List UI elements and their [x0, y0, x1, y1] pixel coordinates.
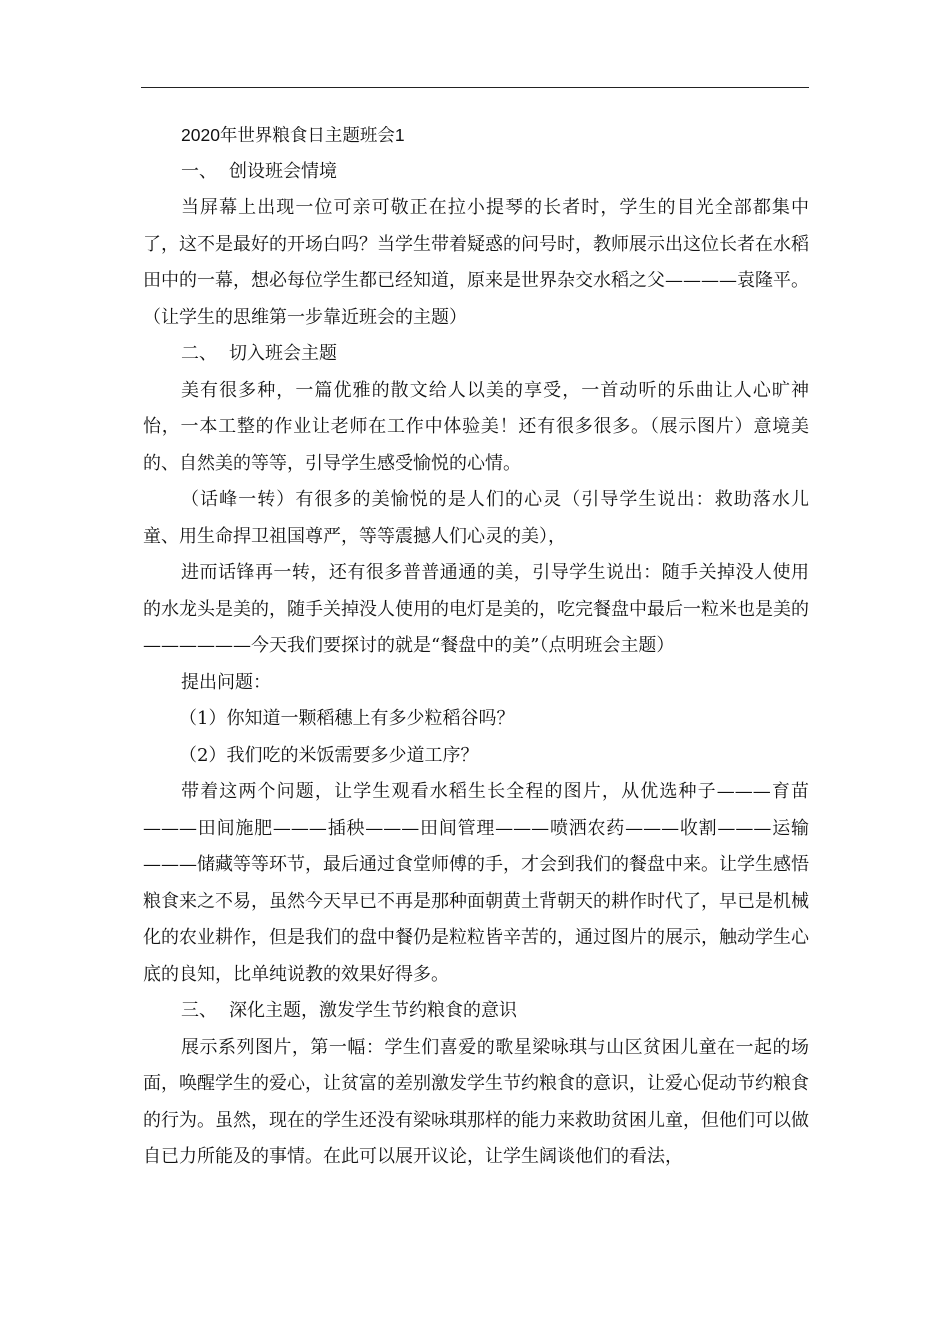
- section-title: 深化主题，激发学生节约粮食的意识: [229, 1000, 517, 1021]
- section-number: 一、: [181, 160, 217, 182]
- section-number: 三、: [181, 1000, 217, 1021]
- body-paragraph: 当屏幕上出现一位可亲可敬正在拉小提琴的长者时，学生的目光全部都集中了，这不是最好的开场白吗？当学生带着疑惑的问号时，教师展示出这位长者在水稻田中的一幕，想必每位学生都已经知道，原来是世界杂交水稻之父————袁隆平。（让学生的思维第一步靠近班会的主题）: [143, 197, 809, 328]
- document-body: [143, 117, 809, 1176]
- body-paragraph: 展示系列图片，第一幅：学生们喜爱的歌星梁咏琪与山区贫困儿童在一起的场面，唤醒学生的爱心，让贫富的差别激发学生节约粮食的意识，让爱心促动节约粮食的行为。虽然，现在的学生还没有梁咏琪那样的能力来救助贫困儿童，但他们可以做自已力所能及的事情。在此可以展开议论，让学生阔谈他们的看法，: [143, 1036, 809, 1167]
- body-paragraph: （话峰一转）有很多的美愉悦的是人们的心灵（引导学生说出：救助落水儿童、用生命捍卫祖国尊严，等等震撼人们心灵的美），: [143, 489, 809, 547]
- section-heading-2: [143, 336, 809, 373]
- body-paragraph: 带着这两个问题，让学生观看水稻生长全程的图片，从优选种子———育苗———田间施肥———插秧———田间管理———喷洒农药———收割———运输———储藏等等环节，最后通过食堂师傅的手，才会到我们的餐盘中来。让学生感悟粮食来之不易，虽然今天早已不再是那种面朝黄土背朝天的耕作时代了，早已是机械化的农业耕作，但是我们的盘中餐仍是粒粒皆辛苦的，通过图片的展示，触动学生心底的良知，比单纯说教的效果好得多。: [143, 781, 809, 985]
- section-title: 创设班会情境: [229, 160, 337, 182]
- header-rule: [141, 87, 809, 88]
- body-paragraph: 提出问题：: [181, 671, 271, 693]
- body-paragraph: 进而话锋再一转，还有很多普普通通的美，引导学生说出：随手关掉没人使用的水龙头是美的，随手关掉没人使用的电灯是美的，吃完餐盘中最后一粒米也是美的——————今天我们要探讨的就是“餐盘中的美”（点明班会主题）: [143, 562, 809, 656]
- section-heading-1: [143, 154, 809, 191]
- section-title: 切入班会主题: [229, 343, 337, 364]
- question-item: （2）我们吃的米饭需要多少道工序？: [179, 744, 479, 766]
- question-item: （1）你知道一颗稻穗上有多少粒稻谷吗？: [179, 708, 515, 729]
- document-title: 2020年世界粮食日主题班会1: [181, 125, 405, 145]
- section-heading-3: [143, 993, 809, 1030]
- body-paragraph: 美有很多种，一篇优雅的散文给人以美的享受，一首动听的乐曲让人心旷神怡，一本工整的作业让老师在工作中体验美！还有很多很多。（展示图片）意境美的、自然美的等等，引导学生感受愉悦的心情。: [143, 379, 809, 474]
- section-number: 二、: [181, 343, 217, 364]
